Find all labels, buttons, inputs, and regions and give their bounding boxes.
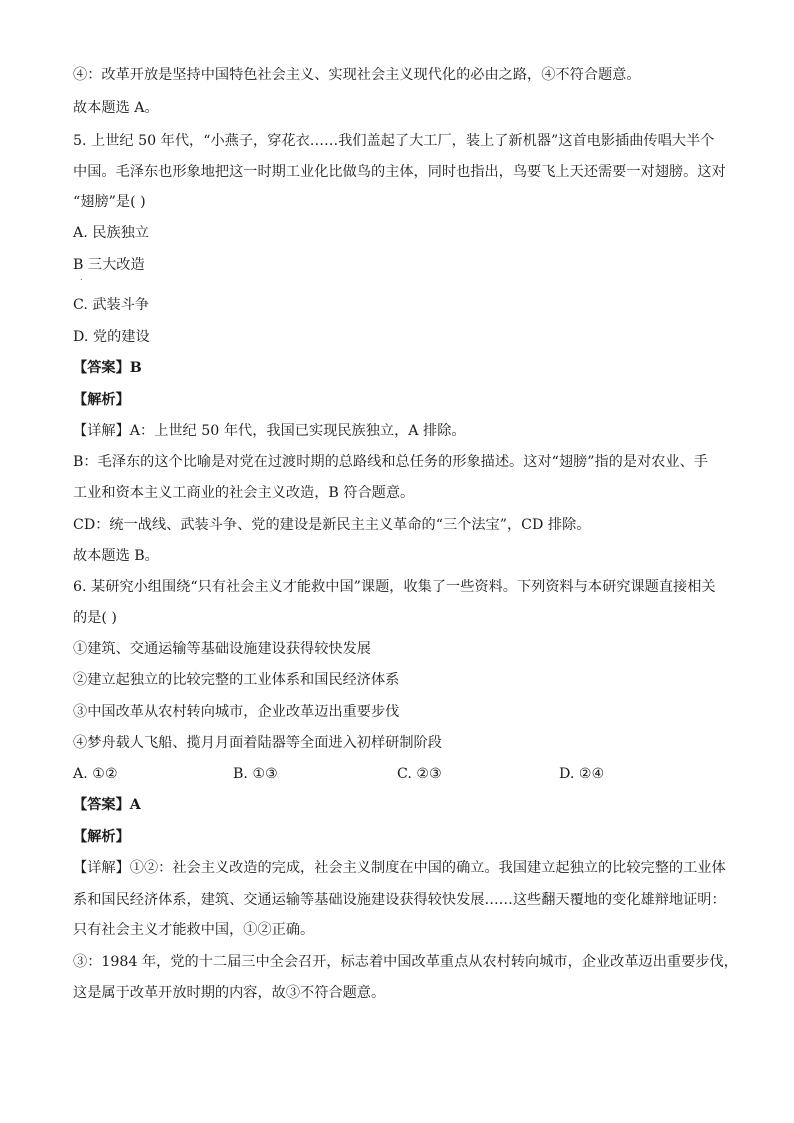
- question-6-stem: 6. 某研究小组围绕“只有社会主义才能救中国”课题，收集了一些资料。下列资料与本研究课题直接相关: [73, 579, 716, 595]
- explanation-line: 这是属于改革开放时期的内容，故③不符合题意。: [73, 985, 386, 1001]
- text-line: 故本题选 A。: [73, 100, 159, 116]
- explanation-line: 【详解】A：上世纪 50 年代，我国已实现民族独立，A 排除。: [73, 423, 466, 439]
- statement-1: ①建筑、交通运输等基础设施建设获得较快发展: [73, 641, 371, 657]
- explanation-line: 只有社会主义才能救中国，①②正确。: [73, 922, 315, 938]
- option-a: A. ①②: [73, 766, 118, 782]
- analysis-label: 【解析】: [73, 392, 130, 408]
- option-a: A. 民族独立: [73, 225, 150, 241]
- explanation-line: B：毛泽东的这个比喻是对党在过渡时期的总路线和总任务的形象描述。这对“翅膀”指的是对农业、手: [73, 454, 708, 470]
- answer-label: 【答案】B: [73, 360, 142, 376]
- question-6-stem: 的是( ): [73, 610, 117, 626]
- option-d: D. 党的建设: [73, 329, 150, 345]
- explanation-line: CD：统一战线、武装斗争、党的建设是新民主主义革命的“三个法宝”，CD 排除。: [73, 517, 591, 533]
- statement-4: ④梦舟载人飞船、揽月月面着陆器等全面进入初样研制阶段: [73, 735, 442, 751]
- answer-label: 【答案】A: [73, 797, 141, 813]
- stray-dot: .: [80, 273, 83, 282]
- option-c: C. ②③: [397, 766, 442, 782]
- statement-3: ③中国改革从农村转向城市，企业改革迈出重要步伐: [73, 704, 400, 720]
- explanation-line: 系和国民经济体系，建筑、交通运输等基础设施建设获得较快发展……这些翻天覆地的变化雄辩地证明：: [73, 892, 726, 908]
- question-5-stem: 中国。毛泽东也形象地把这一时期工业化比做鸟的主体，同时也指出，鸟要飞上天还需要一对翅膀。这对: [73, 164, 726, 180]
- explanation-line: ③：1984 年，党的十二届三中全会召开，标志着中国改革重点从农村转向城市，企业改革迈出重要步伐，: [73, 954, 738, 970]
- question-5-stem: “翅膀”是( ): [73, 194, 146, 210]
- statement-2: ②建立起独立的比较完整的工业体系和国民经济体系: [73, 672, 400, 688]
- text-line: ④：改革开放是坚持中国特色社会主义、实现社会主义现代化的必由之路，④不符合题意。: [73, 67, 641, 83]
- question-5-stem: 5. 上世纪 50 年代，“小燕子，穿花衣……我们盖起了大工厂，装上了新机器”这首电影插曲传唱大半个: [73, 133, 715, 149]
- option-d: D. ②④: [559, 766, 605, 782]
- analysis-label: 【解析】: [73, 829, 130, 845]
- explanation-line: 工业和资本主义工商业的社会主义改造，B 符合题意。: [73, 485, 415, 501]
- text-line: 故本题选 B。: [73, 548, 159, 564]
- option-b: B 三大改造: [73, 257, 145, 273]
- option-b: B. ①③: [233, 766, 278, 782]
- option-c: C. 武装斗争: [73, 297, 150, 313]
- explanation-line: 【详解】①②：社会主义改造的完成，社会主义制度在中国的确立。我国建立起独立的比较完整的工业体: [73, 860, 726, 876]
